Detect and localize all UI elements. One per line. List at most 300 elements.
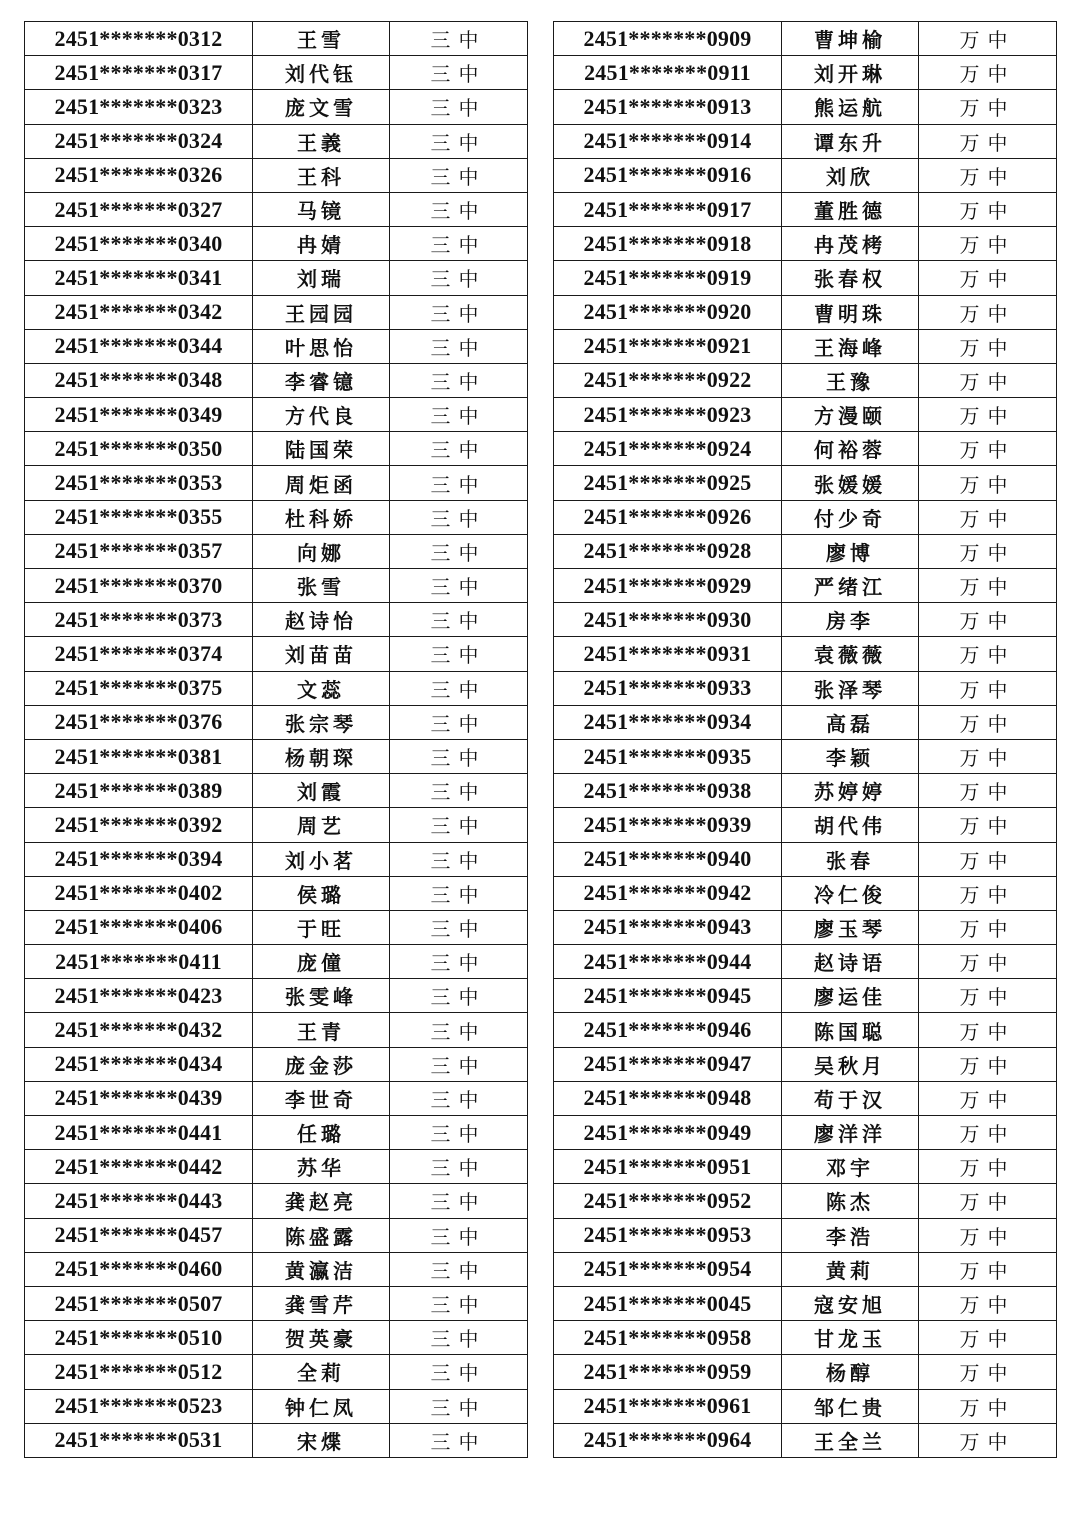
candidate-id-cell: 2451*******0507 xyxy=(25,1286,253,1320)
school-cell: 万中 xyxy=(919,808,1057,842)
student-name-cell: 袁薇薇 xyxy=(782,637,919,671)
student-name-cell: 宋煠 xyxy=(253,1423,390,1457)
candidate-id-cell: 2451*******0916 xyxy=(554,158,782,192)
school-cell: 万中 xyxy=(919,876,1057,910)
student-name-cell: 张春权 xyxy=(782,261,919,295)
candidate-id-cell: 2451*******0964 xyxy=(554,1423,782,1457)
table-row xyxy=(25,432,528,466)
candidate-id-cell: 2451*******0342 xyxy=(25,295,253,329)
school-cell: 万中 xyxy=(919,637,1057,671)
candidate-id-cell: 2451*******0926 xyxy=(554,500,782,534)
school-cell: 三中 xyxy=(390,1389,528,1423)
student-name-cell: 王科 xyxy=(253,158,390,192)
student-name-cell: 胡代伟 xyxy=(782,808,919,842)
student-name-cell: 于旺 xyxy=(253,910,390,944)
student-name-cell: 曹坤榆 xyxy=(782,22,919,56)
student-name-cell: 王海峰 xyxy=(782,329,919,363)
student-name-cell: 刘瑞 xyxy=(253,261,390,295)
student-name-cell: 严绪江 xyxy=(782,569,919,603)
school-cell: 三中 xyxy=(390,671,528,705)
student-name-cell: 张宗琴 xyxy=(253,705,390,739)
student-name-cell: 冷仁俊 xyxy=(782,876,919,910)
student-name-cell: 侯璐 xyxy=(253,876,390,910)
table-row xyxy=(25,192,528,226)
table-row xyxy=(554,1252,1057,1286)
school-cell: 三中 xyxy=(390,90,528,124)
student-name-cell: 刘苗苗 xyxy=(253,637,390,671)
student-name-cell: 王豫 xyxy=(782,363,919,397)
student-name-cell: 杨醇 xyxy=(782,1355,919,1389)
school-cell: 万中 xyxy=(919,1321,1057,1355)
student-name-cell: 熊运航 xyxy=(782,90,919,124)
student-name-cell: 谭东升 xyxy=(782,124,919,158)
table-row xyxy=(554,227,1057,261)
table-row xyxy=(554,808,1057,842)
table-row xyxy=(25,1047,528,1081)
school-cell: 三中 xyxy=(390,808,528,842)
school-cell: 三中 xyxy=(390,774,528,808)
table-row xyxy=(554,569,1057,603)
table-row xyxy=(554,1321,1057,1355)
school-cell: 三中 xyxy=(390,1423,528,1457)
school-cell: 三中 xyxy=(390,227,528,261)
school-cell: 三中 xyxy=(390,739,528,773)
candidate-id-cell: 2451*******0443 xyxy=(25,1184,253,1218)
table-row xyxy=(554,56,1057,90)
candidate-id-cell: 2451*******0512 xyxy=(25,1355,253,1389)
school-cell: 万中 xyxy=(919,671,1057,705)
student-name-cell: 刘开琳 xyxy=(782,56,919,90)
table-row xyxy=(554,979,1057,1013)
school-cell: 三中 xyxy=(390,1013,528,1047)
table-row xyxy=(554,1184,1057,1218)
candidate-id-cell: 2451*******0909 xyxy=(554,22,782,56)
table-row xyxy=(554,1150,1057,1184)
student-name-cell: 王義 xyxy=(253,124,390,158)
candidate-id-cell: 2451*******0394 xyxy=(25,842,253,876)
student-name-cell: 邹仁贵 xyxy=(782,1389,919,1423)
school-cell: 万中 xyxy=(919,124,1057,158)
candidate-id-cell: 2451*******0434 xyxy=(25,1047,253,1081)
candidate-id-cell: 2451*******0924 xyxy=(554,432,782,466)
school-cell: 万中 xyxy=(919,1150,1057,1184)
school-cell: 万中 xyxy=(919,1389,1057,1423)
table-row xyxy=(554,1389,1057,1423)
school-cell: 万中 xyxy=(919,1286,1057,1320)
candidate-id-cell: 2451*******0045 xyxy=(554,1286,782,1320)
candidate-id-cell: 2451*******0921 xyxy=(554,329,782,363)
candidate-id-cell: 2451*******0938 xyxy=(554,774,782,808)
student-name-cell: 甘龙玉 xyxy=(782,1321,919,1355)
school-cell: 三中 xyxy=(390,1047,528,1081)
table-row xyxy=(554,603,1057,637)
candidate-id-cell: 2451*******0944 xyxy=(554,945,782,979)
student-name-cell: 刘小茗 xyxy=(253,842,390,876)
school-cell: 万中 xyxy=(919,363,1057,397)
school-cell: 万中 xyxy=(919,158,1057,192)
table-row xyxy=(554,295,1057,329)
student-name-cell: 苏华 xyxy=(253,1150,390,1184)
table-row xyxy=(25,56,528,90)
school-cell: 万中 xyxy=(919,1047,1057,1081)
table-row xyxy=(25,466,528,500)
school-cell: 万中 xyxy=(919,842,1057,876)
table-row xyxy=(25,1389,528,1423)
student-name-cell: 李颖 xyxy=(782,739,919,773)
candidate-id-cell: 2451*******0959 xyxy=(554,1355,782,1389)
candidate-id-cell: 2451*******0457 xyxy=(25,1218,253,1252)
candidate-id-cell: 2451*******0373 xyxy=(25,603,253,637)
table-row xyxy=(25,1355,528,1389)
candidate-id-cell: 2451*******0949 xyxy=(554,1116,782,1150)
school-cell: 万中 xyxy=(919,1218,1057,1252)
candidate-id-cell: 2451*******0381 xyxy=(25,739,253,773)
candidate-id-cell: 2451*******0918 xyxy=(554,227,782,261)
table-row xyxy=(554,432,1057,466)
candidate-id-cell: 2451*******0920 xyxy=(554,295,782,329)
table-row xyxy=(554,945,1057,979)
student-name-cell: 陈杰 xyxy=(782,1184,919,1218)
school-cell: 万中 xyxy=(919,398,1057,432)
school-cell: 三中 xyxy=(390,1184,528,1218)
table-row xyxy=(25,90,528,124)
school-cell: 三中 xyxy=(390,1321,528,1355)
student-name-cell: 付少奇 xyxy=(782,500,919,534)
candidate-id-cell: 2451*******0946 xyxy=(554,1013,782,1047)
candidate-id-cell: 2451*******0326 xyxy=(25,158,253,192)
table-row xyxy=(25,363,528,397)
school-cell: 万中 xyxy=(919,534,1057,568)
student-name-cell: 李浩 xyxy=(782,1218,919,1252)
candidate-id-cell: 2451*******0914 xyxy=(554,124,782,158)
student-name-cell: 冉婧 xyxy=(253,227,390,261)
school-cell: 三中 xyxy=(390,1286,528,1320)
roster-table-right xyxy=(553,21,1057,1458)
school-cell: 三中 xyxy=(390,192,528,226)
table-row xyxy=(554,1047,1057,1081)
school-cell: 万中 xyxy=(919,569,1057,603)
student-name-cell: 邓宇 xyxy=(782,1150,919,1184)
student-name-cell: 廖运佳 xyxy=(782,979,919,1013)
student-name-cell: 何裕蓉 xyxy=(782,432,919,466)
candidate-id-cell: 2451*******0951 xyxy=(554,1150,782,1184)
roster-table-left-body xyxy=(25,22,528,1458)
school-cell: 三中 xyxy=(390,22,528,56)
school-cell: 三中 xyxy=(390,363,528,397)
table-row xyxy=(25,671,528,705)
candidate-id-cell: 2451*******0933 xyxy=(554,671,782,705)
candidate-id-cell: 2451*******0341 xyxy=(25,261,253,295)
candidate-id-cell: 2451*******0939 xyxy=(554,808,782,842)
school-cell: 三中 xyxy=(390,569,528,603)
candidate-id-cell: 2451*******0389 xyxy=(25,774,253,808)
school-cell: 三中 xyxy=(390,329,528,363)
school-cell: 万中 xyxy=(919,705,1057,739)
student-name-cell: 陈盛露 xyxy=(253,1218,390,1252)
student-name-cell: 苟于汉 xyxy=(782,1081,919,1115)
student-name-cell: 吴秋月 xyxy=(782,1047,919,1081)
school-cell: 万中 xyxy=(919,1355,1057,1389)
candidate-id-cell: 2451*******0523 xyxy=(25,1389,253,1423)
table-row xyxy=(25,979,528,1013)
school-cell: 万中 xyxy=(919,979,1057,1013)
table-row xyxy=(554,1013,1057,1047)
candidate-id-cell: 2451*******0928 xyxy=(554,534,782,568)
student-name-cell: 向娜 xyxy=(253,534,390,568)
student-name-cell: 黄瀛洁 xyxy=(253,1252,390,1286)
school-cell: 万中 xyxy=(919,1252,1057,1286)
table-row xyxy=(25,22,528,56)
school-cell: 三中 xyxy=(390,1150,528,1184)
table-row xyxy=(25,910,528,944)
candidate-id-cell: 2451*******0911 xyxy=(554,56,782,90)
table-row xyxy=(554,739,1057,773)
student-name-cell: 王雪 xyxy=(253,22,390,56)
school-cell: 三中 xyxy=(390,158,528,192)
table-row xyxy=(25,534,528,568)
student-name-cell: 马镜 xyxy=(253,192,390,226)
candidate-id-cell: 2451*******0917 xyxy=(554,192,782,226)
school-cell: 三中 xyxy=(390,1081,528,1115)
student-name-cell: 陆国荣 xyxy=(253,432,390,466)
school-cell: 万中 xyxy=(919,22,1057,56)
school-cell: 三中 xyxy=(390,876,528,910)
student-name-cell: 李世奇 xyxy=(253,1081,390,1115)
candidate-id-cell: 2451*******0355 xyxy=(25,500,253,534)
student-name-cell: 张春 xyxy=(782,842,919,876)
table-row xyxy=(554,158,1057,192)
candidate-id-cell: 2451*******0392 xyxy=(25,808,253,842)
candidate-id-cell: 2451*******0952 xyxy=(554,1184,782,1218)
table-row xyxy=(554,398,1057,432)
student-name-cell: 赵诗怡 xyxy=(253,603,390,637)
candidate-id-cell: 2451*******0945 xyxy=(554,979,782,1013)
school-cell: 三中 xyxy=(390,295,528,329)
table-row xyxy=(554,534,1057,568)
student-name-cell: 杨朝琛 xyxy=(253,739,390,773)
student-name-cell: 任璐 xyxy=(253,1116,390,1150)
school-cell: 三中 xyxy=(390,432,528,466)
student-name-cell: 寇安旭 xyxy=(782,1286,919,1320)
table-row xyxy=(25,1423,528,1457)
table-row xyxy=(25,945,528,979)
student-name-cell: 张雯峰 xyxy=(253,979,390,1013)
candidate-id-cell: 2451*******0943 xyxy=(554,910,782,944)
student-name-cell: 钟仁凤 xyxy=(253,1389,390,1423)
school-cell: 三中 xyxy=(390,945,528,979)
student-name-cell: 庞文雪 xyxy=(253,90,390,124)
table-row xyxy=(554,466,1057,500)
table-row xyxy=(554,124,1057,158)
school-cell: 万中 xyxy=(919,192,1057,226)
student-name-cell: 房李 xyxy=(782,603,919,637)
table-row xyxy=(554,22,1057,56)
candidate-id-cell: 2451*******0934 xyxy=(554,705,782,739)
table-row xyxy=(25,227,528,261)
table-row xyxy=(25,842,528,876)
table-row xyxy=(25,1321,528,1355)
school-cell: 三中 xyxy=(390,466,528,500)
school-cell: 万中 xyxy=(919,945,1057,979)
candidate-id-cell: 2451*******0324 xyxy=(25,124,253,158)
table-row xyxy=(25,637,528,671)
school-cell: 三中 xyxy=(390,500,528,534)
candidate-id-cell: 2451*******0374 xyxy=(25,637,253,671)
student-name-cell: 周艺 xyxy=(253,808,390,842)
school-cell: 三中 xyxy=(390,1355,528,1389)
table-row xyxy=(554,1355,1057,1389)
table-row xyxy=(25,1218,528,1252)
student-name-cell: 龚赵亮 xyxy=(253,1184,390,1218)
student-name-cell: 叶思怡 xyxy=(253,329,390,363)
table-row xyxy=(554,1081,1057,1115)
table-row xyxy=(25,1184,528,1218)
school-cell: 三中 xyxy=(390,910,528,944)
student-name-cell: 曹明珠 xyxy=(782,295,919,329)
candidate-id-cell: 2451*******0441 xyxy=(25,1116,253,1150)
student-name-cell: 刘欣 xyxy=(782,158,919,192)
table-row xyxy=(25,124,528,158)
candidate-id-cell: 2451*******0327 xyxy=(25,192,253,226)
candidate-id-cell: 2451*******0919 xyxy=(554,261,782,295)
school-cell: 万中 xyxy=(919,739,1057,773)
school-cell: 万中 xyxy=(919,56,1057,90)
candidate-id-cell: 2451*******0954 xyxy=(554,1252,782,1286)
table-row xyxy=(554,774,1057,808)
student-name-cell: 全莉 xyxy=(253,1355,390,1389)
student-name-cell: 廖博 xyxy=(782,534,919,568)
student-name-cell: 廖玉琴 xyxy=(782,910,919,944)
school-cell: 万中 xyxy=(919,1184,1057,1218)
table-row xyxy=(554,329,1057,363)
candidate-id-cell: 2451*******0357 xyxy=(25,534,253,568)
candidate-id-cell: 2451*******0510 xyxy=(25,1321,253,1355)
student-name-cell: 高磊 xyxy=(782,705,919,739)
table-row xyxy=(25,808,528,842)
student-name-cell: 张媛媛 xyxy=(782,466,919,500)
table-row xyxy=(554,192,1057,226)
student-name-cell: 龚雪芹 xyxy=(253,1286,390,1320)
candidate-id-cell: 2451*******0340 xyxy=(25,227,253,261)
school-cell: 万中 xyxy=(919,227,1057,261)
table-row xyxy=(554,90,1057,124)
table-row xyxy=(25,398,528,432)
candidate-id-cell: 2451*******0344 xyxy=(25,329,253,363)
school-cell: 万中 xyxy=(919,500,1057,534)
candidate-id-cell: 2451*******0913 xyxy=(554,90,782,124)
candidate-id-cell: 2451*******0439 xyxy=(25,1081,253,1115)
table-row xyxy=(25,1286,528,1320)
table-row xyxy=(25,1013,528,1047)
table-row xyxy=(25,329,528,363)
student-name-cell: 廖洋洋 xyxy=(782,1116,919,1150)
candidate-id-cell: 2451*******0940 xyxy=(554,842,782,876)
candidate-id-cell: 2451*******0375 xyxy=(25,671,253,705)
student-name-cell: 王全兰 xyxy=(782,1423,919,1457)
school-cell: 万中 xyxy=(919,295,1057,329)
table-row xyxy=(25,1150,528,1184)
table-row xyxy=(554,842,1057,876)
student-name-cell: 周炬函 xyxy=(253,466,390,500)
school-cell: 三中 xyxy=(390,1252,528,1286)
candidate-id-cell: 2451*******0948 xyxy=(554,1081,782,1115)
roster-table-left xyxy=(24,21,528,1458)
candidate-id-cell: 2451*******0423 xyxy=(25,979,253,1013)
candidate-id-cell: 2451*******0923 xyxy=(554,398,782,432)
candidate-id-cell: 2451*******0406 xyxy=(25,910,253,944)
candidate-id-cell: 2451*******0348 xyxy=(25,363,253,397)
table-row xyxy=(25,261,528,295)
candidate-id-cell: 2451*******0958 xyxy=(554,1321,782,1355)
student-name-cell: 方代良 xyxy=(253,398,390,432)
candidate-id-cell: 2451*******0370 xyxy=(25,569,253,603)
table-row xyxy=(554,363,1057,397)
table-row xyxy=(554,261,1057,295)
student-name-cell: 冉茂栲 xyxy=(782,227,919,261)
school-cell: 万中 xyxy=(919,910,1057,944)
table-row xyxy=(25,1116,528,1150)
table-row xyxy=(554,1423,1057,1457)
candidate-id-cell: 2451*******0376 xyxy=(25,705,253,739)
school-cell: 三中 xyxy=(390,56,528,90)
student-name-cell: 杜科娇 xyxy=(253,500,390,534)
candidate-id-cell: 2451*******0460 xyxy=(25,1252,253,1286)
candidate-id-cell: 2451*******0929 xyxy=(554,569,782,603)
student-name-cell: 刘代钰 xyxy=(253,56,390,90)
table-row xyxy=(25,1081,528,1115)
school-cell: 三中 xyxy=(390,534,528,568)
candidate-id-cell: 2451*******0411 xyxy=(25,945,253,979)
table-row xyxy=(25,500,528,534)
table-row xyxy=(25,774,528,808)
candidate-id-cell: 2451*******0353 xyxy=(25,466,253,500)
school-cell: 三中 xyxy=(390,1218,528,1252)
student-name-cell: 文蕊 xyxy=(253,671,390,705)
student-name-cell: 庞僮 xyxy=(253,945,390,979)
school-cell: 三中 xyxy=(390,398,528,432)
table-row xyxy=(554,1218,1057,1252)
school-cell: 万中 xyxy=(919,774,1057,808)
candidate-id-cell: 2451*******0953 xyxy=(554,1218,782,1252)
school-cell: 万中 xyxy=(919,432,1057,466)
student-name-cell: 贺英豪 xyxy=(253,1321,390,1355)
table-row xyxy=(25,876,528,910)
candidate-id-cell: 2451*******0947 xyxy=(554,1047,782,1081)
table-row xyxy=(25,1252,528,1286)
school-cell: 万中 xyxy=(919,1081,1057,1115)
school-cell: 三中 xyxy=(390,603,528,637)
candidate-id-cell: 2451*******0925 xyxy=(554,466,782,500)
candidate-id-cell: 2451*******0531 xyxy=(25,1423,253,1457)
table-row xyxy=(554,705,1057,739)
candidate-id-cell: 2451*******0349 xyxy=(25,398,253,432)
student-name-cell: 苏婷婷 xyxy=(782,774,919,808)
table-row xyxy=(554,876,1057,910)
student-name-cell: 陈国聪 xyxy=(782,1013,919,1047)
table-row xyxy=(554,910,1057,944)
candidate-id-cell: 2451*******0442 xyxy=(25,1150,253,1184)
table-row xyxy=(554,500,1057,534)
candidate-id-cell: 2451*******0931 xyxy=(554,637,782,671)
table-row xyxy=(554,637,1057,671)
student-name-cell: 庞金莎 xyxy=(253,1047,390,1081)
school-cell: 三中 xyxy=(390,124,528,158)
student-name-cell: 张雪 xyxy=(253,569,390,603)
school-cell: 万中 xyxy=(919,261,1057,295)
candidate-id-cell: 2451*******0402 xyxy=(25,876,253,910)
table-row xyxy=(25,158,528,192)
candidate-id-cell: 2451*******0350 xyxy=(25,432,253,466)
